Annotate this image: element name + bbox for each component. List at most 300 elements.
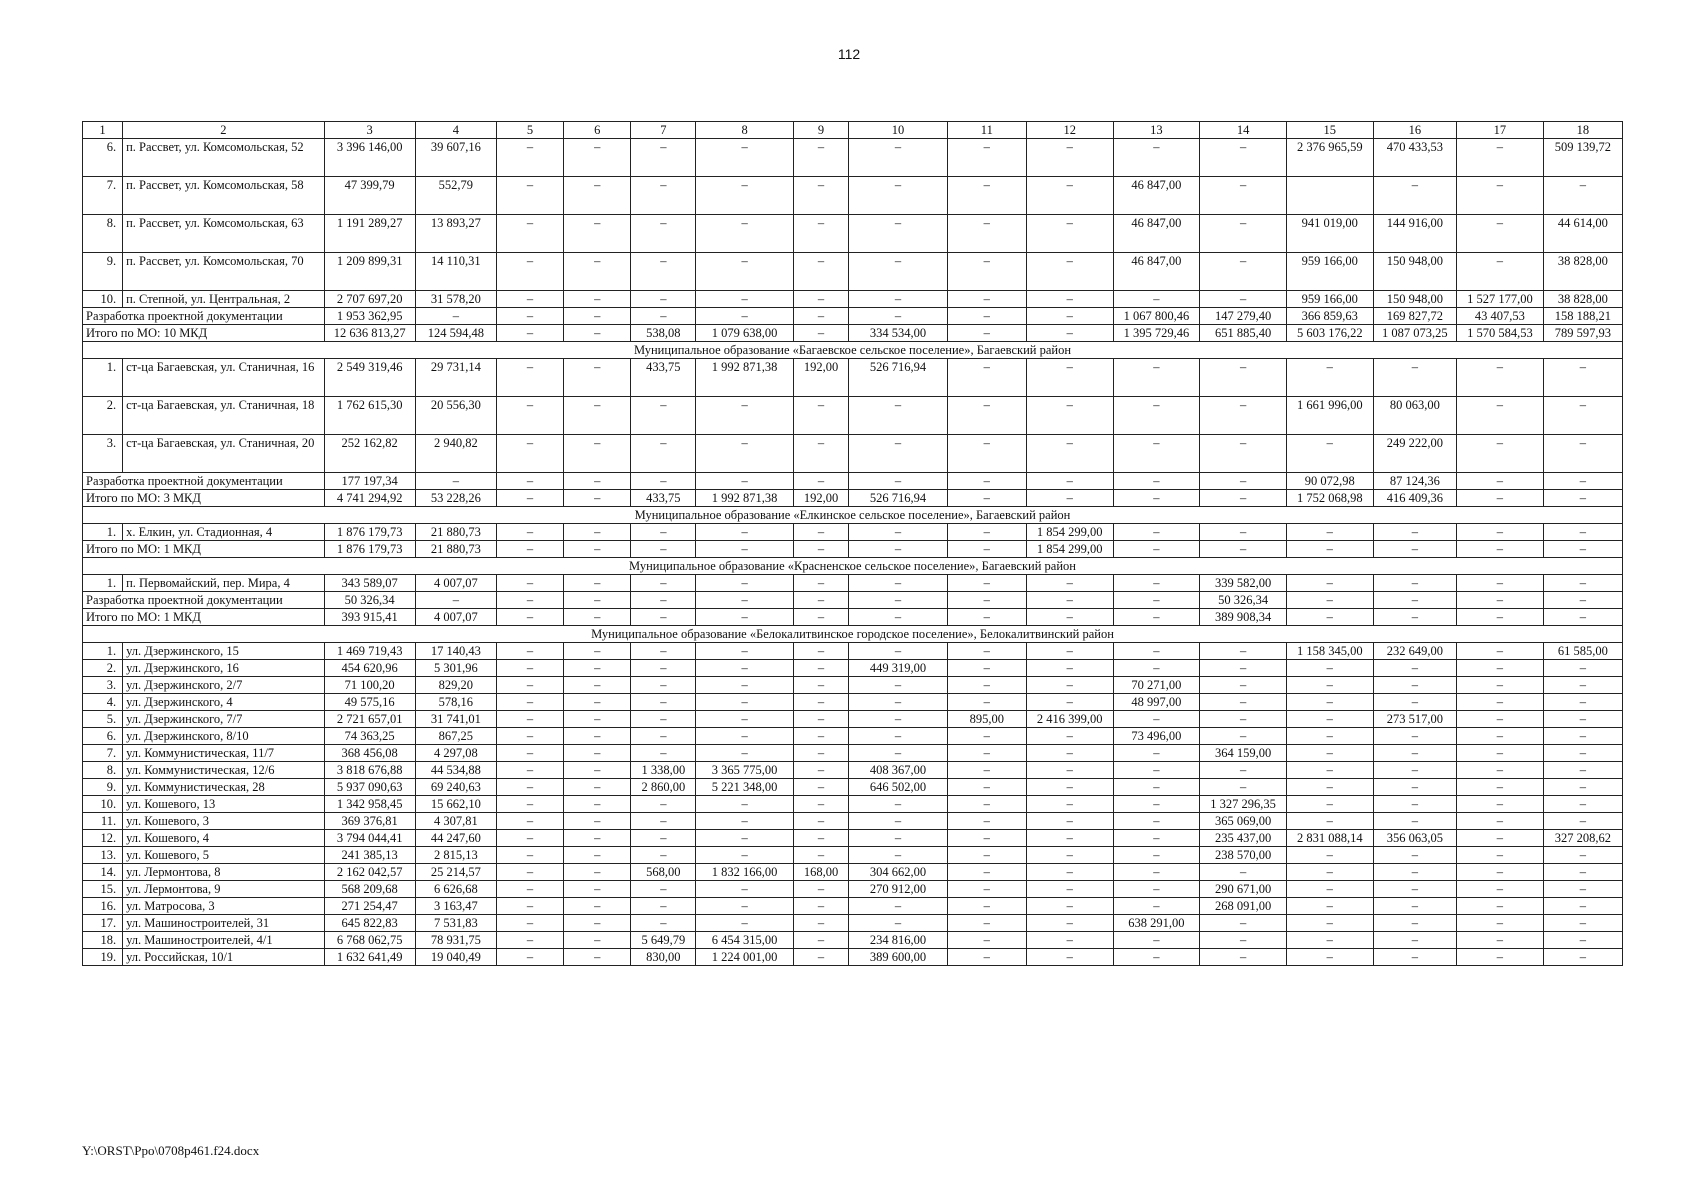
- amount-cell: –: [496, 864, 563, 881]
- amount-cell: 356 063,05: [1373, 830, 1456, 847]
- row-number-cell: 6.: [83, 139, 123, 177]
- amount-cell: –: [1026, 643, 1113, 660]
- municipality-section-row: [83, 342, 1623, 359]
- amount-cell: 959 166,00: [1286, 253, 1373, 291]
- amount-cell: –: [496, 745, 563, 762]
- amount-cell: –: [631, 397, 696, 435]
- building-row: [83, 762, 1623, 779]
- amount-cell: –: [793, 847, 848, 864]
- amount-cell: –: [1200, 643, 1287, 660]
- summary-value-cell: –: [947, 592, 1026, 609]
- summary-value-cell: 4 741 294,92: [324, 490, 415, 507]
- amount-cell: –: [696, 694, 794, 711]
- row-number-cell: 1.: [83, 524, 123, 541]
- row-number-cell: 10.: [83, 796, 123, 813]
- amount-cell: 232 649,00: [1373, 643, 1456, 660]
- amount-cell: –: [696, 830, 794, 847]
- summary-value-cell: 538,08: [631, 325, 696, 342]
- amount-cell: 17 140,43: [415, 643, 496, 660]
- amount-cell: –: [849, 830, 948, 847]
- summary-label: Разработка проектной документации: [83, 308, 325, 325]
- amount-cell: –: [947, 677, 1026, 694]
- amount-cell: –: [849, 813, 948, 830]
- building-row: [83, 435, 1623, 473]
- amount-cell: –: [1543, 177, 1622, 215]
- address-cell: ст-ца Багаевская, ул. Станичная, 18: [123, 397, 325, 435]
- amount-cell: 48 997,00: [1113, 694, 1200, 711]
- summary-row: [83, 490, 1623, 507]
- amount-cell: 268 091,00: [1200, 898, 1287, 915]
- building-row: [83, 932, 1623, 949]
- amount-cell: 44 614,00: [1543, 215, 1622, 253]
- amount-cell: –: [1286, 575, 1373, 592]
- amount-cell: –: [849, 728, 948, 745]
- summary-value-cell: –: [1543, 490, 1622, 507]
- amount-cell: –: [1200, 359, 1287, 397]
- amount-cell: –: [1026, 694, 1113, 711]
- address-cell: ст-ца Багаевская, ул. Станичная, 16: [123, 359, 325, 397]
- address-cell: ул. Кошевого, 3: [123, 813, 325, 830]
- amount-cell: –: [793, 949, 848, 966]
- amount-cell: –: [496, 694, 563, 711]
- amount-cell: 6 768 062,75: [324, 932, 415, 949]
- amount-cell: –: [564, 813, 631, 830]
- summary-value-cell: –: [564, 473, 631, 490]
- address-cell: п. Рассвет, ул. Комсомольская, 58: [123, 177, 325, 215]
- amount-cell: 3 818 676,88: [324, 762, 415, 779]
- amount-cell: –: [631, 830, 696, 847]
- amount-cell: –: [631, 813, 696, 830]
- building-row: [83, 253, 1623, 291]
- building-row: [83, 397, 1623, 435]
- amount-cell: 49 575,16: [324, 694, 415, 711]
- summary-value-cell: 1 067 800,46: [1113, 308, 1200, 325]
- amount-cell: –: [849, 397, 948, 435]
- amount-cell: 645 822,83: [324, 915, 415, 932]
- amount-cell: 29 731,14: [415, 359, 496, 397]
- address-cell: п. Первомайский, пер. Мира, 4: [123, 575, 325, 592]
- amount-cell: –: [564, 779, 631, 796]
- row-number-cell: 8.: [83, 762, 123, 779]
- amount-cell: 6 626,68: [415, 881, 496, 898]
- amount-cell: –: [793, 397, 848, 435]
- amount-cell: –: [1113, 813, 1200, 830]
- amount-cell: –: [496, 898, 563, 915]
- summary-value-cell: –: [1113, 609, 1200, 626]
- summary-value-cell: 5 603 176,22: [1286, 325, 1373, 342]
- amount-cell: –: [849, 847, 948, 864]
- amount-cell: –: [1200, 694, 1287, 711]
- amount-cell: –: [793, 139, 848, 177]
- amount-cell: –: [496, 215, 563, 253]
- summary-row: [83, 325, 1623, 342]
- amount-cell: 1 327 296,35: [1200, 796, 1287, 813]
- amount-cell: 2 721 657,01: [324, 711, 415, 728]
- address-cell: ул. Матросова, 3: [123, 898, 325, 915]
- amount-cell: –: [1113, 949, 1200, 966]
- summary-value-cell: –: [564, 325, 631, 342]
- amount-cell: –: [947, 694, 1026, 711]
- amount-cell: –: [696, 796, 794, 813]
- summary-value-cell: –: [496, 325, 563, 342]
- amount-cell: 5 937 090,63: [324, 779, 415, 796]
- amount-cell: 46 847,00: [1113, 177, 1200, 215]
- amount-cell: –: [1113, 830, 1200, 847]
- amount-cell: 249 222,00: [1373, 435, 1456, 473]
- amount-cell: –: [1457, 728, 1544, 745]
- building-row: [83, 694, 1623, 711]
- amount-cell: –: [1286, 524, 1373, 541]
- amount-cell: –: [1200, 779, 1287, 796]
- amount-cell: –: [1200, 397, 1287, 435]
- column-number-cell: 16: [1373, 122, 1456, 139]
- summary-value-cell: 1 752 068,98: [1286, 490, 1373, 507]
- summary-value-cell: –: [947, 325, 1026, 342]
- amount-cell: –: [631, 139, 696, 177]
- amount-cell: –: [849, 139, 948, 177]
- amount-cell: –: [1026, 397, 1113, 435]
- amount-cell: –: [1026, 796, 1113, 813]
- amount-cell: –: [793, 915, 848, 932]
- amount-cell: –: [1113, 864, 1200, 881]
- summary-value-cell: –: [1457, 609, 1544, 626]
- amount-cell: –: [1543, 745, 1622, 762]
- amount-cell: 4 307,81: [415, 813, 496, 830]
- column-number-cell: 6: [564, 122, 631, 139]
- amount-cell: –: [1200, 253, 1287, 291]
- amount-cell: –: [1373, 728, 1456, 745]
- amount-cell: 1 469 719,43: [324, 643, 415, 660]
- summary-row: [83, 592, 1623, 609]
- amount-cell: 290 671,00: [1200, 881, 1287, 898]
- amount-cell: 5 221 348,00: [696, 779, 794, 796]
- amount-cell: –: [1113, 643, 1200, 660]
- summary-value-cell: –: [1200, 541, 1287, 558]
- summary-label: Итого по МО: 3 МКД: [83, 490, 325, 507]
- amount-cell: –: [1457, 177, 1544, 215]
- amount-cell: –: [849, 694, 948, 711]
- amount-cell: 3 794 044,41: [324, 830, 415, 847]
- amount-cell: 74 363,25: [324, 728, 415, 745]
- summary-value-cell: –: [1026, 592, 1113, 609]
- summary-value-cell: –: [947, 609, 1026, 626]
- amount-cell: –: [631, 728, 696, 745]
- column-number-cell: 5: [496, 122, 563, 139]
- amount-cell: 3 365 775,00: [696, 762, 794, 779]
- amount-cell: –: [1026, 864, 1113, 881]
- summary-value-cell: –: [793, 541, 848, 558]
- amount-cell: 7 531,83: [415, 915, 496, 932]
- column-number-cell: 2: [123, 122, 325, 139]
- amount-cell: –: [631, 435, 696, 473]
- amount-cell: –: [1113, 932, 1200, 949]
- row-number-cell: 2.: [83, 397, 123, 435]
- amount-cell: –: [1286, 932, 1373, 949]
- amount-cell: –: [631, 177, 696, 215]
- building-row: [83, 575, 1623, 592]
- column-number-cell: 4: [415, 122, 496, 139]
- amount-cell: –: [564, 575, 631, 592]
- summary-value-cell: –: [415, 308, 496, 325]
- row-number-cell: 14.: [83, 864, 123, 881]
- summary-value-cell: –: [564, 609, 631, 626]
- amount-cell: –: [564, 215, 631, 253]
- amount-cell: –: [1113, 359, 1200, 397]
- amount-cell: –: [631, 711, 696, 728]
- amount-cell: –: [496, 847, 563, 864]
- row-number-cell: 2.: [83, 660, 123, 677]
- amount-cell: –: [696, 575, 794, 592]
- amount-cell: [1286, 177, 1373, 215]
- amount-cell: 1 191 289,27: [324, 215, 415, 253]
- summary-value-cell: –: [1113, 490, 1200, 507]
- amount-cell: –: [1026, 949, 1113, 966]
- amount-cell: –: [793, 932, 848, 949]
- amount-cell: –: [793, 711, 848, 728]
- amount-cell: –: [564, 435, 631, 473]
- amount-cell: –: [1286, 660, 1373, 677]
- amount-cell: 270 912,00: [849, 881, 948, 898]
- amount-cell: –: [631, 881, 696, 898]
- amount-cell: –: [631, 898, 696, 915]
- amount-cell: –: [631, 660, 696, 677]
- municipality-section-row: [83, 626, 1623, 643]
- address-cell: п. Рассвет, ул. Комсомольская, 70: [123, 253, 325, 291]
- row-number-cell: 1.: [83, 643, 123, 660]
- row-number-cell: 12.: [83, 830, 123, 847]
- amount-cell: –: [947, 864, 1026, 881]
- amount-cell: 4 007,07: [415, 575, 496, 592]
- summary-value-cell: 87 124,36: [1373, 473, 1456, 490]
- municipality-section-title: Муниципальное образование «Елкинское сельское поселение», Багаевский район: [83, 507, 1623, 524]
- address-cell: ул. Дзержинского, 16: [123, 660, 325, 677]
- amount-cell: –: [1457, 745, 1544, 762]
- summary-value-cell: 1 953 362,95: [324, 308, 415, 325]
- amount-cell: –: [564, 139, 631, 177]
- amount-cell: 433,75: [631, 359, 696, 397]
- amount-cell: –: [793, 575, 848, 592]
- amount-cell: –: [1286, 435, 1373, 473]
- amount-cell: –: [1543, 949, 1622, 966]
- amount-cell: –: [1200, 915, 1287, 932]
- summary-value-cell: –: [1286, 609, 1373, 626]
- amount-cell: –: [793, 728, 848, 745]
- amount-cell: –: [564, 745, 631, 762]
- amount-cell: –: [1113, 524, 1200, 541]
- summary-value-cell: 651 885,40: [1200, 325, 1287, 342]
- amount-cell: –: [1200, 864, 1287, 881]
- summary-value-cell: –: [849, 541, 948, 558]
- amount-cell: –: [947, 575, 1026, 592]
- page-number: 112: [837, 46, 861, 62]
- building-row: [83, 949, 1623, 966]
- amount-cell: 69 240,63: [415, 779, 496, 796]
- summary-value-cell: –: [496, 490, 563, 507]
- amount-cell: –: [496, 435, 563, 473]
- amount-cell: –: [564, 253, 631, 291]
- amount-cell: –: [1373, 796, 1456, 813]
- summary-value-cell: –: [1457, 490, 1544, 507]
- amount-cell: –: [1373, 575, 1456, 592]
- amount-cell: 25 214,57: [415, 864, 496, 881]
- amount-cell: –: [1113, 139, 1200, 177]
- amount-cell: –: [1026, 915, 1113, 932]
- amount-cell: –: [564, 359, 631, 397]
- summary-value-cell: –: [1457, 592, 1544, 609]
- summary-value-cell: 50 326,34: [1200, 592, 1287, 609]
- amount-cell: 1 338,00: [631, 762, 696, 779]
- row-number-cell: 9.: [83, 253, 123, 291]
- amount-cell: –: [696, 881, 794, 898]
- summary-value-cell: –: [1200, 473, 1287, 490]
- amount-cell: –: [496, 830, 563, 847]
- amount-cell: –: [496, 177, 563, 215]
- amount-cell: –: [631, 291, 696, 308]
- amount-cell: –: [1457, 677, 1544, 694]
- summary-value-cell: –: [496, 308, 563, 325]
- summary-value-cell: 158 188,21: [1543, 308, 1622, 325]
- address-cell: ул. Кошевого, 5: [123, 847, 325, 864]
- amount-cell: –: [496, 881, 563, 898]
- amount-cell: –: [849, 711, 948, 728]
- building-row: [83, 291, 1623, 308]
- summary-value-cell: –: [1113, 473, 1200, 490]
- amount-cell: –: [947, 524, 1026, 541]
- amount-cell: –: [1026, 830, 1113, 847]
- amount-cell: –: [1457, 660, 1544, 677]
- amount-cell: –: [631, 796, 696, 813]
- building-row: [83, 881, 1623, 898]
- amount-cell: 578,16: [415, 694, 496, 711]
- summary-value-cell: 433,75: [631, 490, 696, 507]
- amount-cell: –: [1543, 397, 1622, 435]
- summary-value-cell: 1 854 299,00: [1026, 541, 1113, 558]
- amount-cell: –: [1286, 847, 1373, 864]
- amount-cell: –: [793, 253, 848, 291]
- column-number-header-row: [83, 122, 1623, 139]
- amount-cell: –: [496, 359, 563, 397]
- amount-cell: –: [1457, 796, 1544, 813]
- amount-cell: –: [696, 915, 794, 932]
- amount-cell: 70 271,00: [1113, 677, 1200, 694]
- building-row: [83, 813, 1623, 830]
- amount-cell: –: [947, 915, 1026, 932]
- amount-cell: 369 376,81: [324, 813, 415, 830]
- address-cell: ул. Коммунистическая, 11/7: [123, 745, 325, 762]
- municipality-section-row: [83, 558, 1623, 575]
- amount-cell: –: [849, 915, 948, 932]
- amount-cell: –: [564, 796, 631, 813]
- amount-cell: 2 860,00: [631, 779, 696, 796]
- amount-cell: 470 433,53: [1373, 139, 1456, 177]
- amount-cell: –: [947, 813, 1026, 830]
- amount-cell: –: [1200, 139, 1287, 177]
- amount-cell: 1 832 166,00: [696, 864, 794, 881]
- amount-cell: –: [1373, 694, 1456, 711]
- amount-cell: 78 931,75: [415, 932, 496, 949]
- amount-cell: –: [793, 643, 848, 660]
- address-cell: ул. Машиностроителей, 4/1: [123, 932, 325, 949]
- amount-cell: –: [1026, 762, 1113, 779]
- amount-cell: –: [947, 796, 1026, 813]
- summary-value-cell: 1 570 584,53: [1457, 325, 1544, 342]
- amount-cell: –: [564, 643, 631, 660]
- amount-cell: –: [1457, 779, 1544, 796]
- amount-cell: 234 816,00: [849, 932, 948, 949]
- amount-cell: –: [1200, 762, 1287, 779]
- summary-value-cell: 177 197,34: [324, 473, 415, 490]
- amount-cell: –: [1113, 796, 1200, 813]
- amount-cell: –: [696, 813, 794, 830]
- amount-cell: –: [631, 677, 696, 694]
- amount-cell: –: [1457, 881, 1544, 898]
- amount-cell: 1 992 871,38: [696, 359, 794, 397]
- amount-cell: –: [947, 949, 1026, 966]
- amount-cell: –: [696, 253, 794, 291]
- amount-cell: –: [1543, 711, 1622, 728]
- summary-value-cell: –: [696, 473, 794, 490]
- amount-cell: –: [947, 898, 1026, 915]
- amount-cell: 1 661 996,00: [1286, 397, 1373, 435]
- amount-cell: –: [793, 291, 848, 308]
- amount-cell: –: [564, 728, 631, 745]
- amount-cell: –: [947, 291, 1026, 308]
- amount-cell: 61 585,00: [1543, 643, 1622, 660]
- amount-cell: –: [1457, 435, 1544, 473]
- row-number-cell: 3.: [83, 435, 123, 473]
- amount-cell: –: [564, 830, 631, 847]
- summary-value-cell: –: [793, 325, 848, 342]
- address-cell: ул. Дзержинского, 8/10: [123, 728, 325, 745]
- amount-cell: –: [1543, 881, 1622, 898]
- summary-value-cell: 4 007,07: [415, 609, 496, 626]
- summary-value-cell: 169 827,72: [1373, 308, 1456, 325]
- amount-cell: 6 454 315,00: [696, 932, 794, 949]
- amount-cell: 638 291,00: [1113, 915, 1200, 932]
- amount-cell: –: [1026, 253, 1113, 291]
- amount-cell: –: [1373, 524, 1456, 541]
- amount-cell: 830,00: [631, 949, 696, 966]
- summary-value-cell: 393 915,41: [324, 609, 415, 626]
- summary-value-cell: 416 409,36: [1373, 490, 1456, 507]
- building-row: [83, 847, 1623, 864]
- amount-cell: –: [564, 915, 631, 932]
- amount-cell: –: [947, 728, 1026, 745]
- summary-value-cell: 50 326,34: [324, 592, 415, 609]
- amount-cell: –: [1286, 796, 1373, 813]
- municipality-section-title: Муниципальное образование «Багаевское сельское поселение», Багаевский район: [83, 342, 1623, 359]
- amount-cell: –: [1026, 779, 1113, 796]
- amount-cell: –: [1286, 728, 1373, 745]
- amount-cell: –: [1543, 575, 1622, 592]
- amount-cell: –: [1457, 949, 1544, 966]
- amount-cell: –: [1457, 915, 1544, 932]
- summary-row: [83, 473, 1623, 490]
- amount-cell: –: [564, 762, 631, 779]
- amount-cell: –: [1200, 949, 1287, 966]
- summary-value-cell: 389 908,34: [1200, 609, 1287, 626]
- amount-cell: –: [947, 435, 1026, 473]
- row-number-cell: 15.: [83, 881, 123, 898]
- amount-cell: 327 208,62: [1543, 830, 1622, 847]
- summary-value-cell: –: [564, 592, 631, 609]
- summary-value-cell: –: [1543, 473, 1622, 490]
- amount-cell: –: [1026, 813, 1113, 830]
- row-number-cell: 9.: [83, 779, 123, 796]
- row-number-cell: 1.: [83, 359, 123, 397]
- column-number-cell: 13: [1113, 122, 1200, 139]
- summary-value-cell: –: [696, 308, 794, 325]
